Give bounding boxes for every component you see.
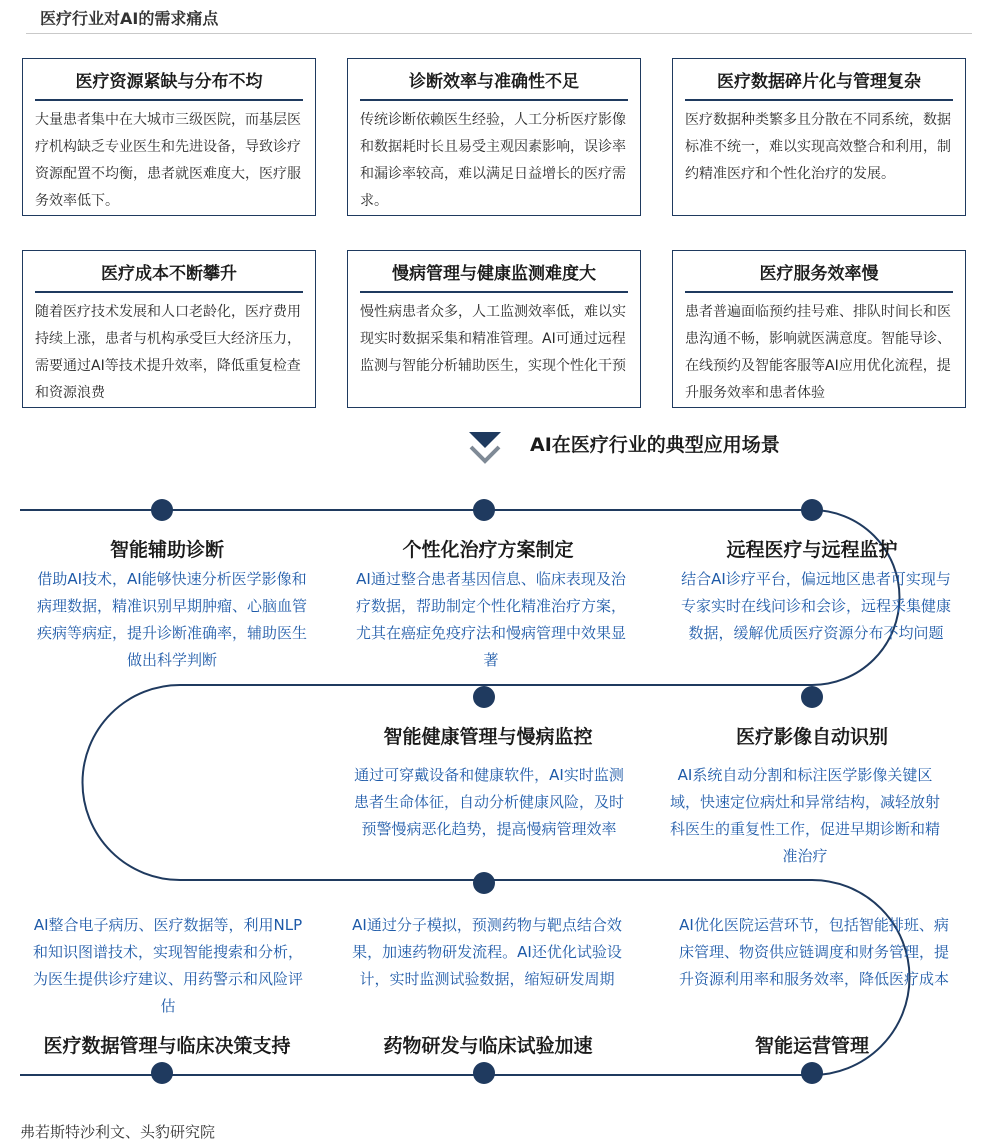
page-title: 医疗行业对AI的需求痛点 <box>40 9 219 28</box>
pain-card-body: 大量患者集中在大城市三级医院，而基层医疗机构缺乏专业医生和先进设备，导致诊疗资源配置不均衡，患者就医难度大，医疗服务效率低下。 <box>35 112 301 209</box>
application-desc-smart-diagnosis: 借助AI技术，AI能够快速分析医学影像和病理数据，精准识别早期肿瘤、心脑血管疾病等病症，提升诊断准确率，辅助医生做出科学判断 <box>36 570 307 669</box>
flow-node <box>473 1062 495 1084</box>
pain-card-title: 医疗成本不断攀升 <box>35 259 303 293</box>
flow-node <box>801 1062 823 1084</box>
pain-card-body: 患者普遍面临预约挂号难、排队时间长和医患沟通不畅，影响就医满意度。智能导诊、在线预约及智能客服等AI应用优化流程，提升服务效率和患者体验 <box>685 304 951 401</box>
pain-card-body: 随着医疗技术发展和人口老龄化，医疗费用持续上涨，患者与机构承受巨大经济压力，需要通过AI等技术提升效率，降低重复检查和资源浪费 <box>35 304 301 401</box>
flow-node <box>473 686 495 708</box>
flow-node <box>151 1062 173 1084</box>
application-title-smart-diagnosis: 智能辅助诊断 <box>109 539 224 561</box>
application-title-personalized-treatment: 个性化治疗方案制定 <box>402 539 574 561</box>
applications-heading: AI在医疗行业的典型应用场景 <box>530 434 780 456</box>
application-desc-remote-care: 结合AI诊疗平台，偏远地区患者可实现与专家实时在线问诊和会诊，远程采集健康数据，缓解优质医疗资源分布不均问题 <box>680 570 951 642</box>
flow-node <box>801 499 823 521</box>
pain-card-title: 医疗服务效率慢 <box>685 259 953 293</box>
pain-card-body: 传统诊断依赖医生经验，人工分析医疗影像和数据耗时长且易受主观因素影响，误诊率和漏诊率较高，难以满足日益增长的医疗需求。 <box>360 112 626 209</box>
pain-card-title: 诊断效率与准确性不足 <box>360 67 628 101</box>
application-desc-data-management: AI整合电子病历、医疗数据等，利用NLP和知识图谱技术，实现智能搜索和分析，为医生提供诊疗建议、用药警示和风险评估 <box>32 916 303 1015</box>
application-title-health-management: 智能健康管理与慢病监控 <box>383 726 593 748</box>
application-title-smart-operations: 智能运营管理 <box>754 1035 869 1057</box>
pain-card-title: 慢病管理与健康监测难度大 <box>360 259 628 293</box>
application-desc-drug-research: AI通过分子模拟，预测药物与靶点结合效果，加速药物研发流程。AI还优化试验设计，实时监测试验数据，缩短研发周期 <box>352 916 622 988</box>
application-title-drug-research: 药物研发与临床试验加速 <box>383 1035 593 1057</box>
application-desc-image-recognition: AI系统自动分割和标注医学影像关键区域，快速定位病灶和异常结构，减轻放射科医生的重复性工作，促进早期诊断和精准治疗 <box>669 766 940 865</box>
flow-node <box>151 499 173 521</box>
source-note: 弗若斯特沙利文、头豹研究院 <box>20 1123 216 1141</box>
application-desc-health-management: 通过可穿戴设备和健康软件，AI实时监测患者生命体征，自动分析健康风险，及时预警慢病恶化趋势，提高慢病管理效率 <box>353 766 624 838</box>
flow-node <box>473 872 495 894</box>
pain-card-body: 医疗数据种类繁多且分散在不同系统，数据标准不统一，难以实现高效整合和利用，制约精准医疗和个性化治疗的发展。 <box>685 112 951 182</box>
application-title-image-recognition: 医疗影像自动识别 <box>735 726 888 748</box>
flow-node <box>801 686 823 708</box>
application-desc-personalized-treatment: AI通过整合患者基因信息、临床表现及治疗数据，帮助制定个性化精准治疗方案，尤其在癌症免疫疗法和慢病管理中效果显著 <box>355 570 626 669</box>
pain-card-body: 慢性病患者众多，人工监测效率低，难以实现实时数据采集和精准管理。AI可通过远程监测与智能分析辅助医生，实现个性化干预 <box>360 304 626 374</box>
pain-card-title: 医疗数据碎片化与管理复杂 <box>685 67 953 101</box>
flow-node <box>473 499 495 521</box>
pain-card-title: 医疗资源紧缺与分布不均 <box>35 67 303 101</box>
application-desc-smart-operations: AI优化医院运营环节，包括智能排班、病床管理、物资供应链调度和财务管理，提升资源利用率和服务效率，降低医疗成本 <box>678 916 949 988</box>
application-title-data-management: 医疗数据管理与临床决策支持 <box>43 1035 291 1057</box>
application-title-remote-care: 远程医疗与远程监护 <box>726 539 898 561</box>
